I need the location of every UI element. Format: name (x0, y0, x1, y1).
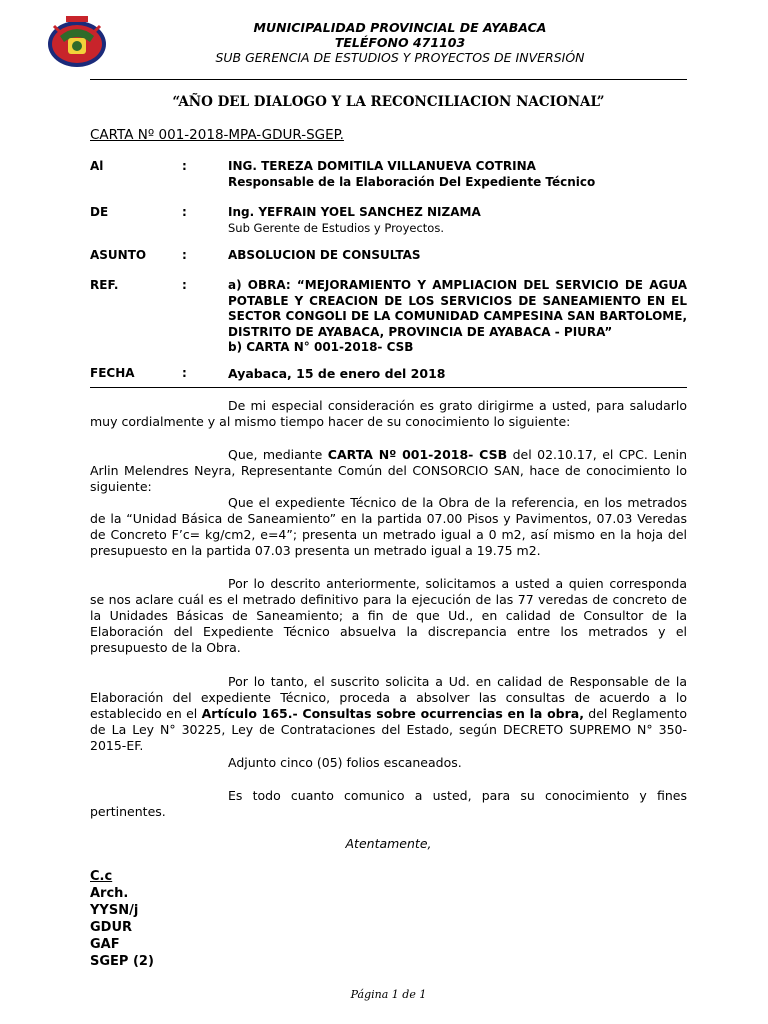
cc-item: SGEP (2) (90, 954, 154, 969)
p5-text-end: del Reglamento de La Ley N° 30225, Ley de Contrataciones del Estado, según DECRETO SUPREMO N° 350-2015-EF. (90, 706, 687, 753)
de-colon: : (182, 205, 187, 219)
al-label: Al (90, 159, 104, 173)
copy-list (90, 868, 154, 970)
municipal-crest-logo (46, 14, 108, 70)
al-role: Responsable de la Elaboración Del Expediente Técnico (228, 174, 596, 189)
cc-item: GDUR (90, 920, 133, 935)
cc-item: YYSN/j (90, 903, 139, 918)
letterhead (150, 20, 650, 65)
paragraph-expediente: Que el expediente Técnico de la Obra de la referencia, en los metrados de la “Unidad Básica de Saneamiento” en la partida 07.00 Pisos y Pavimentos, 07.03 Veredas de Concreto F’c= kg/cm2, e=4”; presenta un metrado igual a 0 m2, así mismo en la hoja del presupuesto en la partida 07.03 presenta un metrado igual a 19.75 m2. (90, 495, 687, 558)
p2-text-end: del 02.10.17, el CPC. Lenin Arlin Melendres Neyra, Representante Común del CONSORCIO SAN, hace de conocimiento lo siguiente: (90, 447, 687, 494)
p5-text-start: Por lo tanto, el suscrito solicita a Ud. en calidad de Responsable de la Elaboración del expediente Técnico, proceda a absolver las consultas de acuerdo a lo establecido en el (90, 674, 687, 721)
page-number: Página 1 de 1 (350, 988, 427, 1001)
p2-text-start: Que, mediante (228, 447, 328, 462)
fecha-value: Ayabaca, 15 de enero del 2018 (228, 366, 446, 381)
de-label: DE (90, 205, 109, 219)
department-name: SUB GERENCIA DE ESTUDIOS Y PROYECTOS DE INVERSIÓN (215, 50, 585, 65)
de-role: Sub Gerente de Estudios y Proyectos. (228, 220, 444, 235)
asunto-colon: : (182, 248, 187, 262)
al-colon: : (182, 159, 187, 173)
closing-salutation: Atentamente, (345, 836, 432, 851)
ref-obra: a) OBRA: “MEJORAMIENTO Y AMPLIACION DEL SERVICIO DE AGUA POTABLE Y CREACION DE LOS SERVICIOS DE SANEAMIENTO EN EL SECTOR CONGOLI DE LA COMUNIDAD CAMPESINA SAN BARTOLOME, DISTRITO DE AYABACA, PROVINCIA DE AYABACA - PIURA” (228, 278, 687, 339)
cc-item: Arch. (90, 886, 129, 901)
header-divider (90, 79, 687, 80)
phone-line: TELÉFONO 471103 (334, 35, 466, 50)
paragraph-reference (90, 447, 687, 495)
fields-divider (90, 387, 687, 388)
p2-bold-carta: CARTA Nº 001-2018- CSB (327, 447, 508, 462)
fecha-colon: : (182, 366, 187, 380)
ref-label: REF. (90, 278, 119, 292)
asunto-value: ABSOLUCION DE CONSULTAS (228, 248, 421, 262)
de-name: Ing. YEFRAIN YOEL SANCHEZ NIZAMA (228, 205, 481, 219)
municipality-name: MUNICIPALIDAD PROVINCIAL DE AYABACA (253, 20, 547, 35)
p5-bold-article: Artículo 165.- Consultas sobre ocurrencias en la obra, (201, 706, 584, 721)
year-motto: “AÑO DEL DIALOGO Y LA RECONCILIACION NACIONAL” (172, 94, 605, 110)
cc-heading: C.c (90, 869, 113, 884)
ref-carta: b) CARTA N° 001-2018- CSB (228, 340, 414, 354)
paragraph-attachments: Adjunto cinco (05) folios escaneados. (228, 755, 462, 770)
paragraph-conclusion (90, 674, 687, 754)
ref-colon: : (182, 278, 187, 292)
paragraph-request: Por lo descrito anteriormente, solicitamos a usted a quien corresponda se nos aclare cuál es el metrado definitivo para la ejecución de las 77 veredas de concreto de la Unidades Básicas de Saneamiento; a fin de que Ud., en calidad de Consultor de la Elaboración del Expediente Técnico absuelva la discrepancia entre los metrados y el presupuesto de la Obra. (90, 576, 687, 655)
paragraph-greeting: De mi especial consideración es grato dirigirme a usted, para saludarlo muy cordialmente y al mismo tiempo hacer de su conocimiento lo siguiente: (90, 398, 687, 429)
asunto-label: ASUNTO (90, 248, 147, 262)
letter-number: CARTA Nº 001-2018-MPA-GDUR-SGEP. (90, 127, 344, 143)
cc-item: GAF (90, 937, 120, 952)
fecha-label: FECHA (90, 366, 135, 380)
al-name: ING. TEREZA DOMITILA VILLANUEVA COTRINA (228, 159, 536, 173)
paragraph-closing: Es todo cuanto comunico a usted, para su conocimiento y fines pertinentes. (90, 788, 687, 819)
